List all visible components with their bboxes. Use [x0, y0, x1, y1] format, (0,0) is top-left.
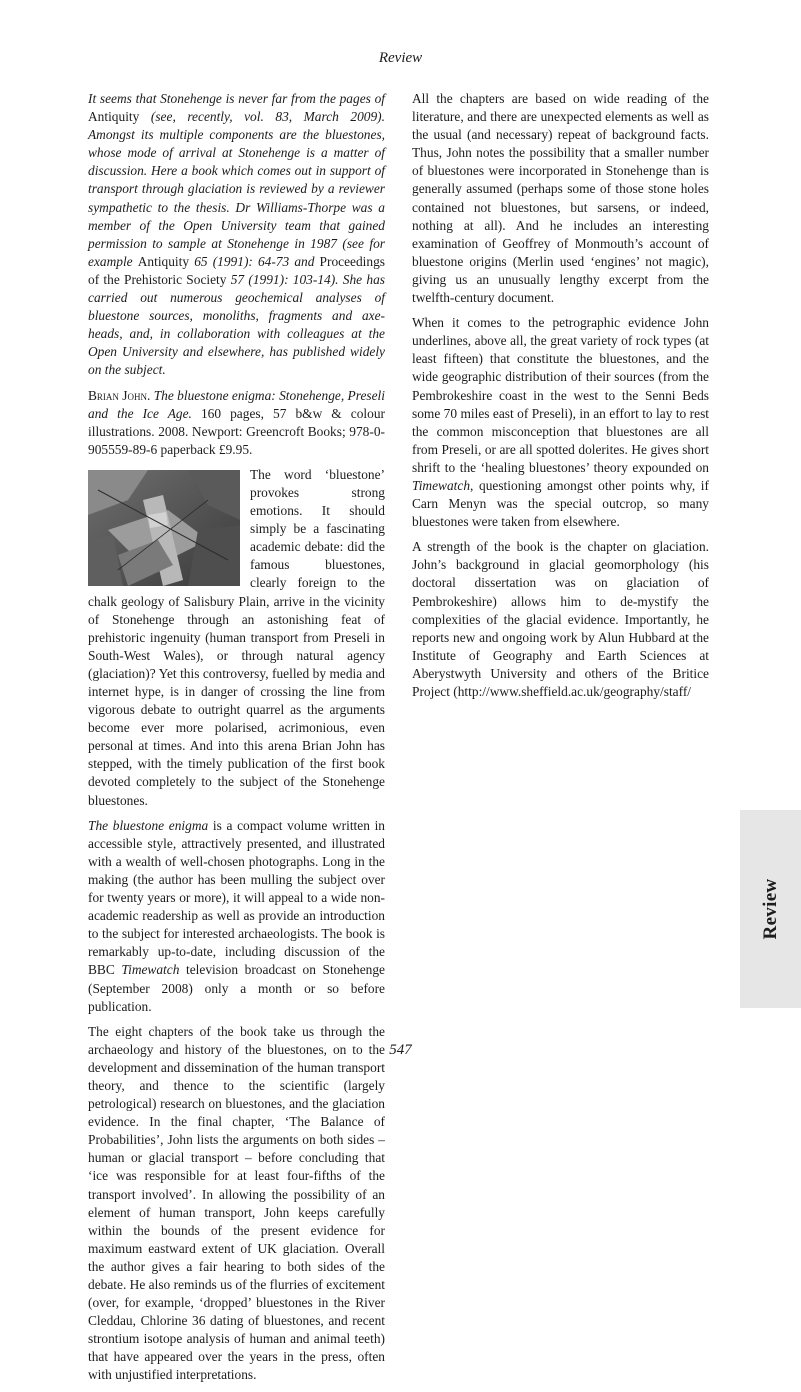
section-tab: [740, 810, 801, 1008]
section-tab-label: Review: [759, 878, 781, 940]
body-paragraph: A strength of the book is the chapter on glaciation. John’s background in glacial geomorphology (his doctoral dissertation was on glaciation of Pembrokeshire) allows him to de-mystify the complexities of the glacial evidence. Importantly, he reports new and ongoing work by Alun Hubbard at the Institute of Geography and Earth Sciences at Aberystwyth University and others of the Britice Project (http://www.sheffield.ac.uk/geography/staff/: [412, 539, 709, 699]
body-paragraph: The bluestone enigma is a compact volume written in accessible style, attractively presented, and illustrated with a wealth of well-chosen photographs. Long in the making (the author has been mulling the subject over for twenty years or more), it will appeal to a wide non-academic readership as well as provide an introduction to the subject for interested archaeologists. The book is remarkably up-to-date, including discussion of the BBC Timewatch television broadcast on Stonehenge (September 2008) only a month or so before publication.: [88, 817, 385, 1014]
body-paragraph: The word ‘bluestone’ provokes strong emotions. It should simply be a fascinating academic debate: did the famous bluestones, clearly foreign to the chalk geology of Salisbury Plain, arrive in the vicinity of Stonehenge through an astonishing feat of prehistoric ingenuity (human transport from Preseli in South-West Wales), or through natural agency (glaciation)? Yet this controversy, fuelled by media and internet hype, is in danger of crossing the line from vigorous debate to outright quarrel as the arguments become ever more polarised, acrimonious, even personal at times. And into this arena Brian John has stepped, with the timely publication of the first book devoted completely to the subject of the Stonehenge bluestones.: [88, 466, 385, 808]
citation-title: The bluestone enigma: Stonehenge, Preseli and the Ice Age.: [88, 387, 385, 421]
book-citation: Brian John. The bluestone enigma: Stonehenge, Preseli and the Ice Age. 160 pages, 57 b&w & colour illustrations. 2008. Newport: Greencroft Books; 978-0-905559-89-6 paperback £9.95.: [88, 387, 385, 457]
citation-details: 160 pages, 57 b&w & colour illustrations. 2008. Newport: Greencroft Books; 978-0-905559-89-6 paperback £9.95.: [88, 405, 385, 457]
page-number: 547: [389, 1042, 412, 1058]
left-column: [88, 90, 385, 1392]
running-head: Review: [378, 50, 423, 66]
citation-author: Brian John: [88, 387, 148, 403]
body-paragraph: The eight chapters of the book take us through the archaeology and history of the bluestones, on to the development and dissemination of the human transport theory, and thence to the scientific (largely petrological) research on bluestones, and the glaciation evidence. In the final chapter, ‘The Balance of Probabilities’, John lists the arguments on both sides – human or glacial transport – before concluding that ‘ice was responsible for at least four-fifths of the transport involved’. In allowing the possibility of an element of human transport, John keeps carefully within the bounds of the present evidence for maximum eastward extent of UK glaciation. Overall the author gives a fair hearing to both sides of the debate. He also reminds us of the flurries of excitement (over, for example, ‘dropped’ bluestones in the River Cleddau, Chlorine 36 dating of bluestones, and recent strontium isotope analysis of human and animal teeth) that have appeared over the years in the press, often with unjustified interpretations.: [88, 1023, 385, 1383]
editorial-intro: It seems that Stonehenge is never far from the pages of Antiquity (see, recently, vol. 83, March 2009). Amongst its multiple components are the bluestones, whose mode of arrival at Stonehenge is a matter of discussion. Here a book which comes out in support of transport through glaciation is reviewed by a reviewer sympathetic to the thesis. Dr Williams-Thorpe was a member of the Open University team that gained permission to sample at Stonehenge in 1987 (see for example Antiquity 65 (1991): 64-73 and Proceedings of the Prehistoric Society 57 (1991): 103-14). She has carried out numerous geochemical analyses of bluestone sources, monoliths, fragments and axe-heads, and, in collaboration with colleagues at the Open University and elsewhere, has published widely on the subject.: [88, 91, 385, 378]
right-column: [412, 90, 709, 708]
figure-photo: [88, 470, 240, 586]
body-paragraph: When it comes to the petrographic evidence John underlines, above all, the great variety of rock types (at least fifteen) that constitute the bluestones, and the wide geographic distribution of their sources (from the Pembrokeshire coast in the west to the Senni Beds some 70 miles east of Preseli), in an effort to lay to rest the common misconception that bluestones are all from Preseli, or are all spotted dolerites. He gives short shrift to the ‘healing bluestones’ theory expounded on Timewatch, questioning amongst other points why, if Carn Menyn was the special outcrop, so many bluestones were taken from elsewhere.: [412, 315, 709, 530]
bluestone-photo-image: [88, 470, 240, 586]
body-paragraph: All the chapters are based on wide reading of the literature, and there are unexpected elements as well as the usual (and necessary) repeat of background facts. Thus, John notes the possibility that a smaller number of bluestones were incorporated in Stonehenge than is generally assumed (perhaps some of those stone holes contained not bluestones, but sarsens, or indeed, nothing at all). And he includes an interesting examination of Geoffrey of Monmouth’s account of bluestone origins (Merlin used ‘engines’ not magic), giving us an unusually lengthy excerpt from the twelfth-century document.: [412, 91, 709, 306]
